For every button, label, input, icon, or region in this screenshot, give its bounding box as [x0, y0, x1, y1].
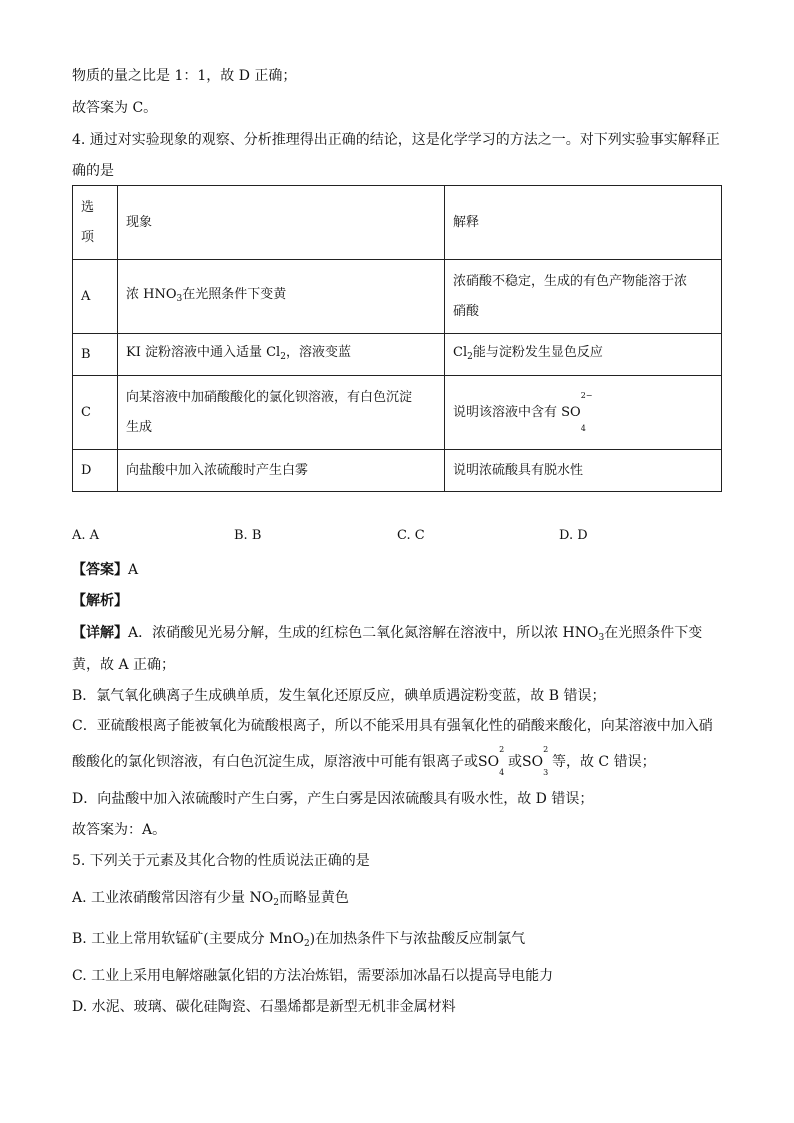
row-phenomenon: [118, 334, 445, 376]
option-d[interactable]: D. D: [559, 528, 588, 543]
header-option-2: 项: [81, 229, 95, 245]
text: )在加热条件下与浓盐酸反应制氯气: [309, 931, 526, 947]
q5-option-d[interactable]: D. 水泥、玻璃、碳化硅陶瓷、石墨烯都是新型无机非金属材料: [72, 999, 456, 1015]
experiment-table: [72, 185, 722, 492]
text: 在光照条件下变黄: [182, 286, 287, 302]
text: 能与淀粉发生显色反应: [472, 344, 603, 360]
subscript: 4: [580, 423, 586, 433]
row-explanation: [445, 260, 722, 334]
question-4-stem-cont: 确的是: [72, 163, 114, 179]
row-option: C: [73, 376, 118, 450]
text: 说明该溶液中含有 SO: [453, 404, 581, 420]
header-option-1: 选: [81, 199, 95, 215]
q5-option-a[interactable]: [72, 888, 349, 913]
q5-option-c[interactable]: C. 工业上采用电解熔融氯化铝的方法冶炼铝，需要添加冰晶石以提高导电能力: [72, 968, 554, 984]
text: 硝酸: [453, 303, 480, 319]
text: 在光照条件下变: [604, 625, 703, 641]
text: 或: [507, 754, 522, 770]
text: 浓硝酸不稳定，生成的有色产物能溶于浓: [453, 273, 688, 289]
header-explanation: 解释: [445, 186, 722, 260]
text: 向某溶液中加硝酸酸化的氯化钡溶液，有白色沉淀: [126, 389, 413, 405]
text: SO: [478, 754, 500, 770]
superscript: 2: [543, 745, 549, 754]
superscript: 2: [499, 745, 505, 754]
detail-line: [72, 745, 656, 777]
answer-tag: 【答案】: [72, 562, 128, 578]
answer-line: [72, 560, 138, 580]
text: A. 工业浓硝酸常因溶有少量 NO: [72, 890, 274, 906]
row-phenomenon: [118, 260, 445, 334]
subscript: 3: [598, 633, 605, 643]
text: SO: [521, 754, 544, 770]
text: 酸酸化的氯化钡溶液，有白色沉淀生成，原溶液中可能有银离子或: [72, 754, 478, 770]
header-option: [73, 186, 118, 260]
subscript: 2: [467, 351, 473, 362]
subscript: 4: [499, 768, 505, 777]
text-line: 故答案为 C。: [72, 100, 158, 116]
superscript: 2−: [580, 390, 593, 400]
text: 等，故 C 错误；: [551, 754, 656, 770]
row-option: B: [73, 334, 118, 376]
ion-charge: [580, 390, 593, 433]
text: 生成: [126, 419, 153, 435]
table-row: [73, 376, 722, 450]
subscript: 2: [273, 898, 279, 908]
sulfate-ion: [478, 745, 505, 777]
detail-line: [72, 623, 702, 648]
table-row: [73, 334, 722, 376]
row-explanation: [445, 334, 722, 376]
subscript: 2: [280, 351, 286, 362]
text: ，溶液变蓝: [285, 344, 351, 360]
header-phenomenon: 现象: [118, 186, 445, 260]
text: 而略显黄色: [278, 890, 349, 906]
q5-option-b[interactable]: [72, 929, 525, 954]
row-option: A: [73, 260, 118, 334]
question-5-stem: 5. 下列关于元素及其化合物的性质说法正确的是: [72, 853, 370, 869]
text: B. 工业上常用软锰矿(主要成分 MnO: [72, 931, 304, 947]
row-option: D: [73, 450, 118, 492]
table-row: [73, 450, 722, 492]
detail-line: 故答案为：A。: [72, 822, 167, 838]
analysis-tag: 【解析】: [72, 593, 128, 609]
question-4-stem: 4. 通过对实验现象的观察、分析推理得出正确的结论，这是化学学习的方法之一。对下列实验事实解释正: [72, 132, 720, 148]
detail-line: 黄，故 A 正确；: [72, 657, 176, 673]
text: A．浓硝酸见光易分解，生成的红棕色二氧化氮溶解在溶液中，所以浓 HNO: [128, 625, 599, 641]
option-c[interactable]: C. C: [397, 528, 425, 543]
detail-tag: 【详解】: [72, 625, 128, 641]
detail-line: C．亚硫酸根离子能被氧化为硫酸根离子，所以不能采用具有强氧化性的硝酸来酸化，向某溶液中加入硝: [72, 718, 713, 734]
subscript: 2: [303, 939, 310, 949]
option-b[interactable]: B. B: [234, 528, 262, 543]
row-explanation: 说明浓硫酸具有脱水性: [445, 450, 722, 492]
subscript: 3: [176, 293, 183, 304]
row-explanation: [445, 376, 722, 450]
sulfite-ion: [521, 745, 549, 777]
detail-line: B．氯气氧化碘离子生成碘单质，发生氧化还原反应，碘单质遇淀粉变蓝，故 B 错误；: [72, 688, 606, 704]
answer-value: A: [128, 562, 139, 578]
subscript: 3: [543, 768, 549, 777]
analysis-line: [72, 591, 128, 611]
table-row: [73, 260, 722, 334]
detail-line: D．向盐酸中加入浓硫酸时产生白雾，产生白雾是因浓硫酸具有吸水性，故 D 错误；: [72, 791, 594, 807]
row-phenomenon: [118, 376, 445, 450]
row-phenomenon: 向盐酸中加入浓硫酸时产生白雾: [118, 450, 445, 492]
option-a[interactable]: A. A: [72, 528, 100, 543]
table-header-row: [73, 186, 722, 260]
text-line: 物质的量之比是 1：1，故 D 正确；: [72, 68, 297, 84]
text: 浓 HNO: [126, 286, 177, 302]
text: KI 淀粉溶液中通入适量 Cl: [126, 344, 281, 360]
text: Cl: [453, 344, 468, 360]
